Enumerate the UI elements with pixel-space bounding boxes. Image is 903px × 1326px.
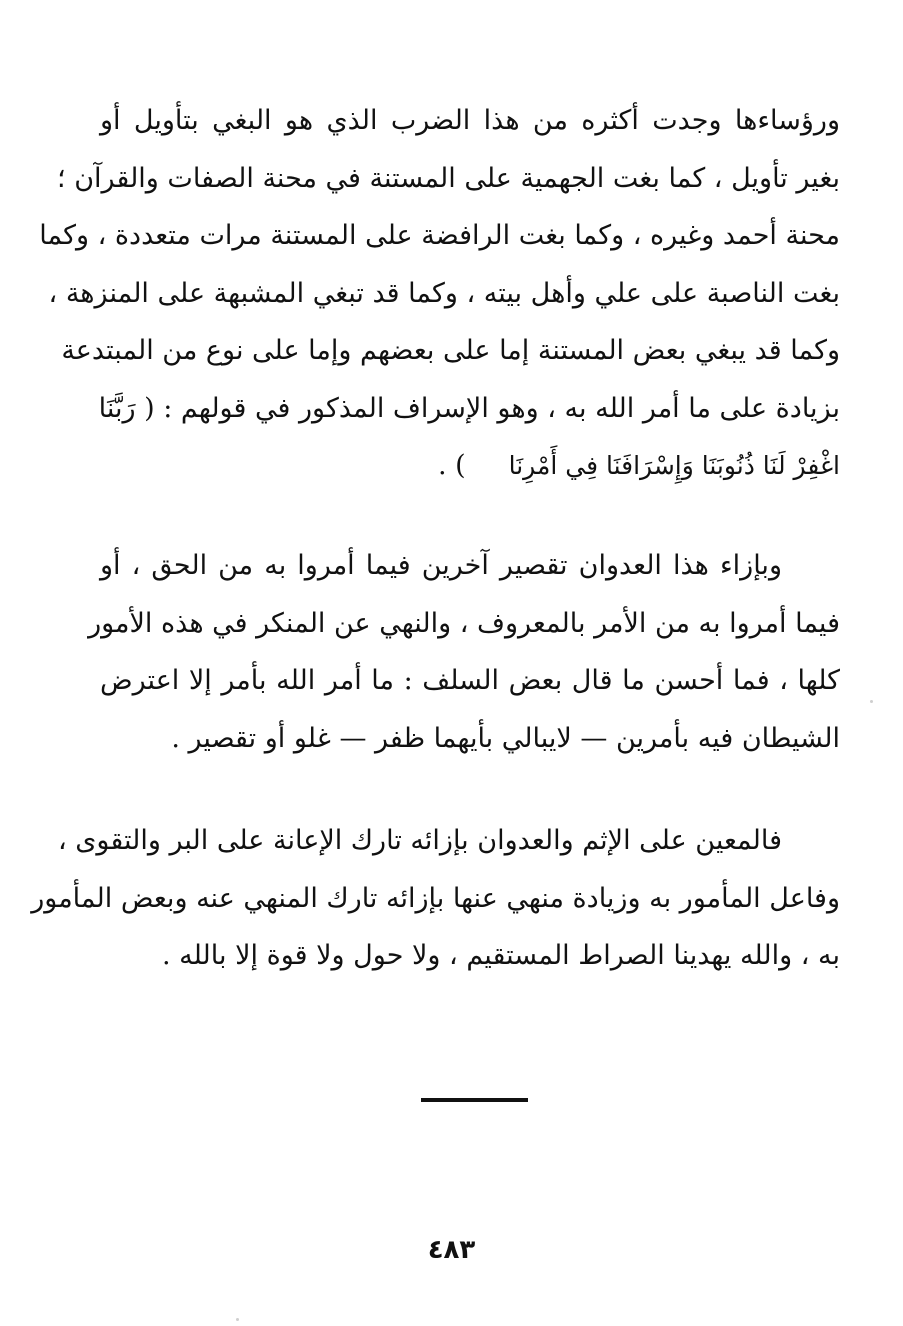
text-line: بغير تأويل ، كما بغت الجهمية على المستنة في محنة الصفات والقرآن ؛ xyxy=(57,162,840,194)
text-line: ورؤساءها وجدت أكثره من هذا الضرب الذي هو البغي بتأويل أو xyxy=(100,105,840,136)
paragraph-3 xyxy=(31,812,840,985)
text-line: كلها ، فما أحسن ما قال بعض السلف : ما أمر الله بأمر إلا اعترض xyxy=(100,665,840,696)
quran-verse-line xyxy=(100,437,840,495)
text-line: فيما أمروا به من الأمر بالمعروف ، والنهي عن المنكر في هذه الأمور xyxy=(88,607,840,639)
scan-speck xyxy=(236,1318,239,1321)
scan-speck xyxy=(870,700,873,703)
paragraph-1 xyxy=(39,92,840,495)
section-divider xyxy=(421,1098,528,1102)
quran-verse-close: ) . xyxy=(437,450,466,481)
text-line: وبإزاء هذا العدوان تقصير آخرين فيما أمروا به من الحق ، أو xyxy=(100,550,782,581)
page-number: ٤٨٣ xyxy=(427,1235,476,1265)
quran-verse: اغْفِرْ لَنَا ذُنُوبَنَا وَإِسْرَافَنَا فِي أَمْرِنَا xyxy=(508,451,840,480)
text-line: وكما قد يبغي بعض المستنة إما على بعضهم وإما على نوع من المبتدعة xyxy=(61,335,840,366)
text-line: فالمعين على الإثم والعدوان بإزائه تارك الإعانة على البر والتقوى ، xyxy=(57,825,782,856)
text-line: محنة أحمد وغيره ، وكما بغت الرافضة على المستنة مرات متعددة ، وكما xyxy=(39,220,840,251)
text-line: بغت الناصبة على علي وأهل بيته ، وكما قد تبغي المشبهة على المنزهة ، xyxy=(48,277,840,309)
text-line: به ، والله يهدينا الصراط المستقيم ، ولا حول ولا قوة إلا بالله . xyxy=(161,940,840,971)
text-line: بزيادة على ما أمر الله به ، وهو الإسراف المذكور في قولهم : ( رَبَّنَا xyxy=(98,392,840,424)
text-line: وفاعل المأمور به وزيادة منهي عنها بإزائه تارك المنهي عنه وبعض المأمور xyxy=(31,882,840,914)
paragraph-2 xyxy=(88,537,840,767)
text-line: الشيطان فيه بأمرين — لايبالي بأيهما ظفر — غلو أو تقصير . xyxy=(171,722,840,754)
